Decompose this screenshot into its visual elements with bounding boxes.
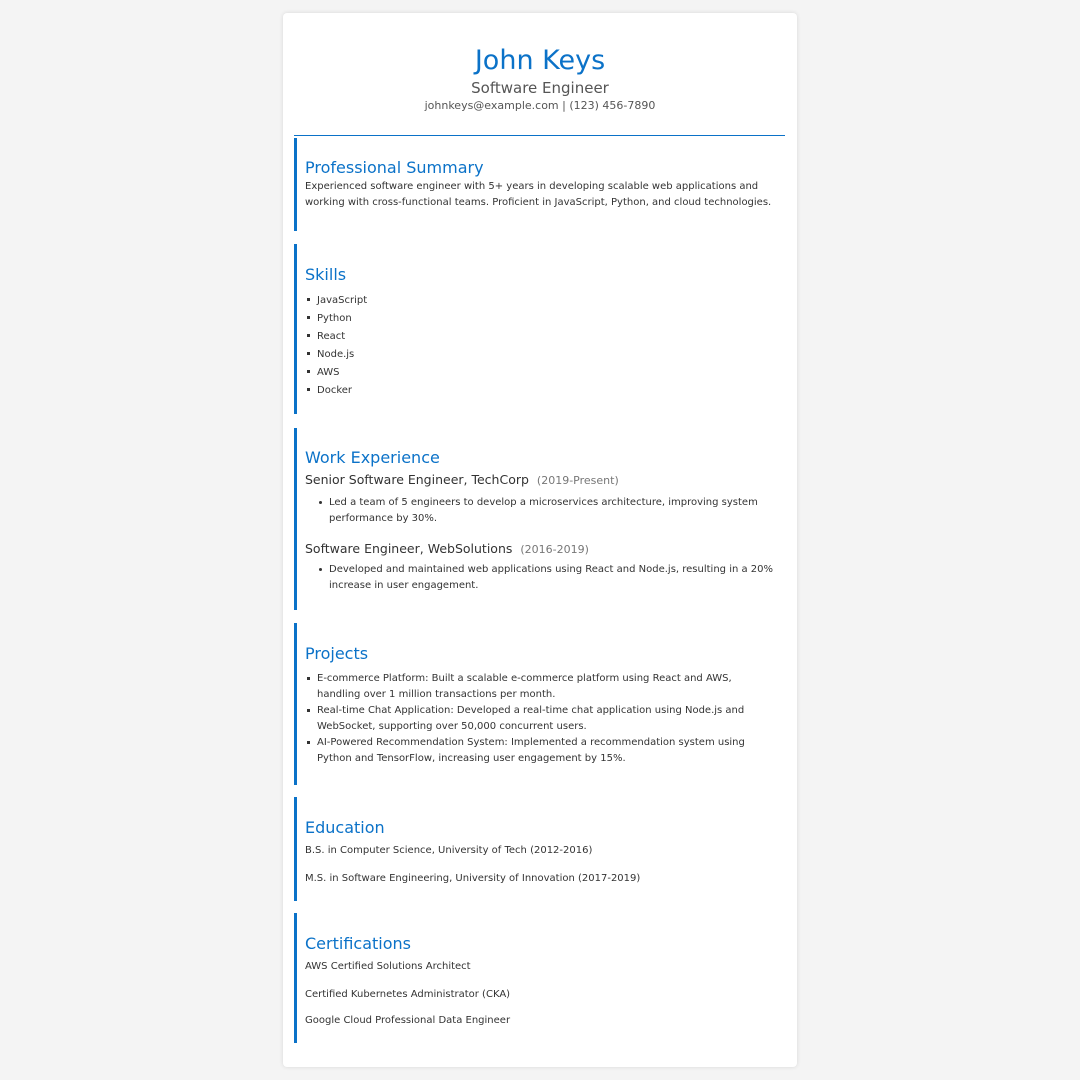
list-item: Node.js	[305, 346, 775, 364]
section-heading-skills: Skills	[305, 265, 347, 284]
section-heading-projects: Projects	[305, 644, 369, 663]
list-item: React	[305, 328, 775, 346]
section-heading-summary: Professional Summary	[305, 158, 484, 177]
list-item: JavaScript	[305, 292, 775, 310]
job-bullets	[305, 562, 775, 594]
certification-item: Google Cloud Professional Data Engineer	[305, 1015, 511, 1026]
resume-card	[283, 13, 797, 1067]
list-item: Docker	[305, 382, 775, 400]
section-heading-experience: Work Experience	[305, 448, 440, 467]
section-projects	[294, 623, 785, 785]
contact-info: johnkeys@example.com | (123) 456-7890	[424, 99, 656, 112]
list-item: AI-Powered Recommendation System: Implemented a recommendation system using Python and TensorFlow, increasing user engagement by 15%.	[305, 735, 775, 767]
list-item: AWS	[305, 364, 775, 382]
summary-text: Experienced software engineer with 5+ years in developing scalable web applications and working with cross-functional teams. Proficient in JavaScript, Python, and cloud technologies.	[305, 181, 772, 208]
section-experience	[294, 428, 785, 610]
education-item: M.S. in Software Engineering, University of Innovation (2017-2019)	[305, 873, 641, 884]
header-divider	[294, 135, 785, 136]
list-item: Developed and maintained web applications using React and Node.js, resulting in a 20% increase in user engagement.	[305, 562, 775, 594]
section-education	[294, 797, 785, 901]
list-item: Python	[305, 310, 775, 328]
job-entry	[305, 469, 775, 488]
projects-list	[305, 671, 775, 767]
job-period: (2016-2019)	[520, 543, 589, 556]
job-entry	[305, 538, 775, 557]
section-summary	[294, 138, 785, 231]
list-item: Led a team of 5 engineers to develop a microservices architecture, improving system performance by 30%.	[305, 495, 775, 527]
certification-item: AWS Certified Solutions Architect	[305, 961, 471, 972]
certification-item: Certified Kubernetes Administrator (CKA)	[305, 989, 511, 1000]
list-item: E-commerce Platform: Built a scalable e-commerce platform using React and AWS, handling over 1 million transactions per month.	[305, 671, 775, 703]
education-item: B.S. in Computer Science, University of Tech (2012-2016)	[305, 845, 593, 856]
job-title: Software Engineer, WebSolutions	[305, 541, 513, 556]
job-title: Senior Software Engineer, TechCorp	[305, 472, 529, 487]
section-skills	[294, 244, 785, 414]
job-bullets	[305, 495, 775, 527]
section-heading-certifications: Certifications	[305, 934, 411, 953]
section-heading-education: Education	[305, 818, 385, 837]
section-certifications	[294, 913, 785, 1043]
list-item: Real-time Chat Application: Developed a real-time chat application using Node.js and WebSocket, supporting over 50,000 concurrent users.	[305, 703, 775, 735]
candidate-title: Software Engineer	[471, 79, 609, 97]
skills-list	[305, 292, 775, 400]
candidate-name: John Keys	[474, 45, 606, 76]
job-period: (2019-Present)	[536, 474, 619, 487]
